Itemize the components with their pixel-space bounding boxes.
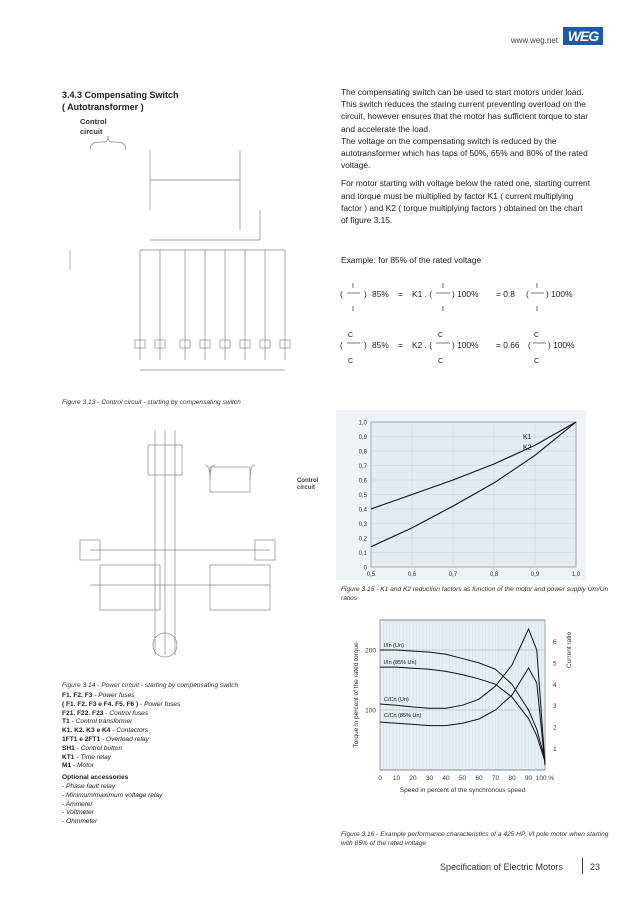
chart1-label-k2: K2: [523, 444, 532, 452]
svg-text:C: C: [534, 358, 540, 365]
svg-text:(: (: [340, 289, 343, 299]
svg-text:C: C: [348, 332, 354, 339]
chart2-xtick: 70: [491, 775, 500, 782]
f1-num-1: I: [352, 283, 354, 290]
svg-text:= 0.8: = 0.8: [496, 289, 515, 299]
chart1-xtick: 0,6: [407, 572, 417, 578]
optional-item: - Phase fault relay: [62, 782, 116, 790]
chart2-y2tick: 6: [553, 638, 557, 646]
intro-p1: The compensating switch can be used to start motors under load. This switch reduces the staring current preventing overload on the circuit, however ensures that the motor has sufficient torque to star and accelerate the load.: [341, 87, 589, 134]
chart1-ytick: 0,2: [358, 536, 367, 543]
legend: [62, 692, 302, 827]
optional-title: Optional accessories: [62, 774, 129, 782]
legend-item: F1. F2. F3 - Power fuses: [62, 692, 135, 699]
control-label-2: circuit: [80, 127, 103, 136]
f1-k: K1 . (: [412, 289, 433, 299]
chart2-xlabel: Speed in percent of the synchronous speed: [399, 787, 526, 794]
chart1-ytick: 0,9: [358, 435, 367, 441]
chart2-xtick: 0: [378, 775, 382, 782]
svg-text:I: I: [536, 306, 538, 313]
legend-item: K1. K2. K3 e K4 - Contactors: [62, 727, 149, 735]
legend-item: 1FT1 e 2FT1 - Overload relay: [62, 735, 149, 743]
legend-item: M1 - Motor: [62, 762, 94, 770]
chart2-curve-label: C/Cn (85% Un): [384, 713, 422, 720]
chart2-xtick: 100 %: [535, 775, 555, 782]
chart1-ytick: 0,8: [358, 449, 367, 456]
chart1-xtick: 0,5: [366, 572, 376, 578]
f1-pct: 85%: [372, 289, 389, 299]
f1-den-1: I: [352, 306, 354, 313]
control-label-1: Control: [80, 117, 107, 126]
legend-item: T1 - Control transformer: [62, 718, 133, 726]
optional-item: - Minimum/maximum voltage relay: [62, 791, 163, 799]
example-title: Example: for 85% of the rated voltage: [341, 255, 482, 265]
chart2-curve-label: I/In (85% Un): [384, 659, 417, 666]
svg-text:): ): [364, 340, 367, 350]
svg-text:= 0.66: = 0.66: [496, 340, 520, 350]
footer-divider: [582, 858, 583, 874]
svg-text:C: C: [438, 332, 444, 339]
legend-item: KT1 - Time relay: [62, 753, 112, 761]
page-number: 23: [590, 862, 601, 872]
chart2-curve-label: C/Cn (Un): [384, 697, 409, 703]
svg-text:(: (: [526, 289, 529, 299]
chart2-xtick: 20: [409, 775, 417, 782]
chart2-xtick: 30: [425, 775, 434, 782]
chart2-curve-label: I/In (Un): [384, 642, 404, 649]
svg-text:=: =: [398, 289, 403, 299]
svg-text:I: I: [536, 283, 538, 290]
chart2-xtick: 80: [508, 775, 516, 782]
chart2-xtick: 10: [392, 775, 401, 782]
svg-text:85%: 85%: [372, 340, 389, 350]
chart2-y2tick: 2: [553, 724, 557, 732]
chart1-xtick: 0,8: [489, 572, 499, 578]
chart2-xtick: 60: [475, 775, 483, 782]
svg-text:C: C: [534, 332, 540, 339]
intro-p3: For motor starting with voltage below the rated one, starting current and torque must be multiplied by factor K1 ( current multiplying factor ) and K2 ( torque multiplying factors ) obtained on the chart of figure 3.15.: [341, 178, 591, 226]
chart1-xtick: 0,7: [448, 572, 458, 578]
chart1-ytick: 0,6: [358, 478, 367, 485]
svg-text:) 100%: ) 100%: [452, 340, 479, 350]
svg-text:) 100%: ) 100%: [548, 340, 575, 350]
optional-item: - Ammeter: [62, 800, 93, 808]
header-url[interactable]: www.weg.net: [510, 36, 558, 45]
svg-text:K2 . (: K2 . (: [412, 340, 433, 350]
chart1-xtick: 1,0: [571, 572, 581, 578]
optional-item: - Ohmmeter: [62, 818, 98, 826]
svg-text:) 100%: ) 100%: [546, 289, 573, 299]
chart1-xtick: 0,9: [530, 572, 540, 578]
chart2-ylabel: Torque in percent of the rated torque: [353, 642, 360, 748]
chart1-ytick: 0,7: [358, 464, 367, 470]
chart1-ytick: 0,1: [358, 551, 367, 557]
intro-text: [341, 86, 591, 232]
power-control-label-1: Control: [297, 478, 319, 484]
optional-item: - Voltmeter: [62, 809, 94, 817]
svg-text:(: (: [528, 340, 531, 350]
section-title-line1: 3.4.3 Compensating Switch: [62, 90, 179, 100]
svg-text:(: (: [340, 340, 343, 350]
chart1-label-k1: K1: [523, 434, 532, 442]
fig313-caption: Figure 3.13 - Control circuit - starting by compensating switch: [62, 399, 241, 406]
chart2-y2tick: 1: [553, 746, 557, 754]
svg-text:): ): [364, 289, 367, 299]
weg-logo: WEG: [563, 27, 603, 45]
fig314-caption: Figure 3.14 - Power circuit - starting by compensating switch: [62, 682, 239, 689]
fig316-caption: Figure 3.16 - Example performance characteristics of a 425 HP, VI pole motor when starting with 85% of the rated voltage: [341, 831, 609, 847]
chart2-xtick: 50: [458, 775, 467, 782]
chart1-ytick: 1,0: [358, 420, 367, 427]
legend-item: F21. F22. F23 - Control fuses: [62, 709, 149, 717]
chart2-y2label: Current ratio: [566, 631, 573, 669]
chart2-xtick: 40: [442, 775, 450, 782]
chart1-ytick: 0,4: [358, 507, 367, 514]
intro-p2: The voltage on the compensating switch is reduced by the autotransformer which has taps of 50%, 65% and 80% of the rated voltage.: [341, 135, 588, 171]
svg-text:C: C: [348, 358, 354, 365]
chart2-xtick: 90: [524, 775, 533, 782]
performance-chart: [335, 605, 605, 830]
chart2-ytick: 200: [365, 647, 376, 655]
power-control-label-2: circuit: [297, 485, 316, 491]
svg-text:I: I: [442, 283, 444, 290]
fig315-caption: Figure 3.15 - K1 and K2 reduction factors as function of the motor and power supply Um/Un ratios: [341, 586, 609, 602]
control-circuit-diagram: [60, 110, 300, 390]
chart1-ytick: 0: [363, 565, 367, 572]
legend-item: ( F1. F2. F3 e F4. F5. F6 ) - Power fuses: [62, 700, 181, 708]
legend-item: SH1 - Control button: [62, 744, 123, 752]
formula-block: [338, 275, 618, 385]
chart2-y2tick: 3: [553, 703, 557, 711]
power-circuit-diagram: [60, 425, 330, 680]
chart1-ytick: 0,3: [358, 522, 367, 528]
k-factor-chart: [336, 410, 586, 580]
chart1-ytick: 0,5: [358, 493, 367, 499]
chart2-y2tick: 4: [553, 681, 557, 689]
footer-title: Specification of Electric Motors: [440, 862, 564, 872]
chart2-y2tick: 5: [553, 660, 557, 668]
svg-text:=: =: [398, 340, 403, 350]
svg-text:C: C: [438, 358, 444, 365]
svg-text:I: I: [442, 306, 444, 313]
section-title-line2: ( Autotransformer ): [62, 102, 144, 112]
chart2-ytick: 100: [365, 707, 376, 715]
svg-text:) 100%: ) 100%: [452, 289, 479, 299]
